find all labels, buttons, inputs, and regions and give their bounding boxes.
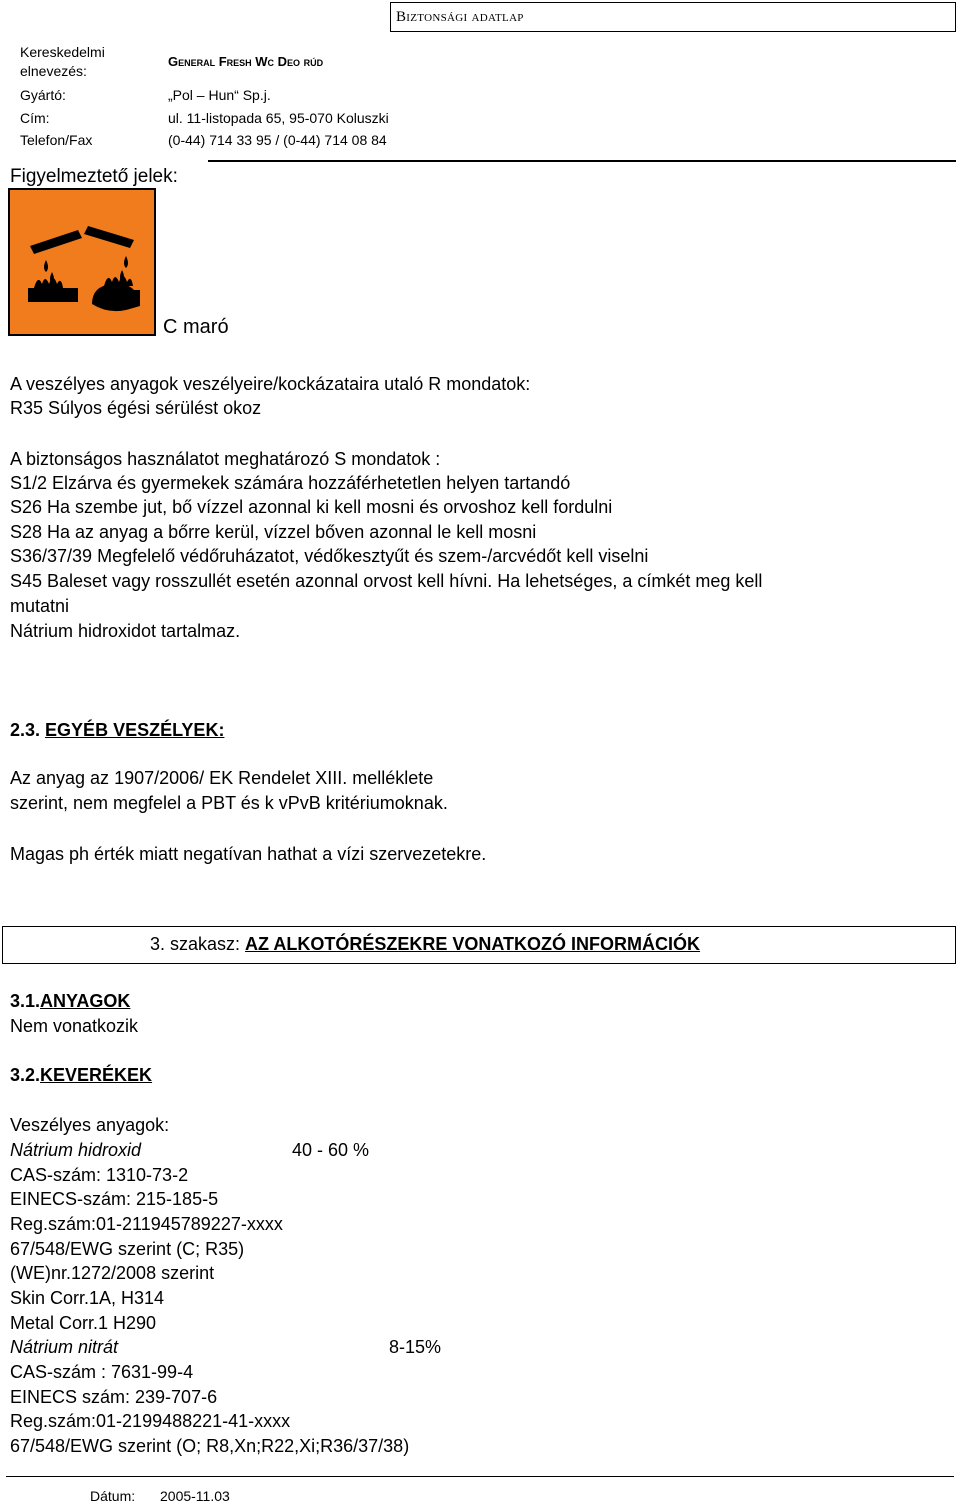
- s-phrase-item: S26 Ha szembe jut, bő vízzel azonnal ki kell mosni és orvoshoz kell fordulni: [10, 497, 613, 517]
- s-phrase-item: S45 Baleset vagy rosszullét esetén azonnal orvost kell hívni. Ha lehetséges, a címkét meg kell: [10, 571, 763, 591]
- substance-detail: CAS-szám : 7631-99-4: [10, 1362, 194, 1382]
- substance-name: Nátrium hidroxid: [10, 1140, 142, 1160]
- footer-rule: [6, 1476, 954, 1477]
- substance-detail: EINECS-szám: 215-185-5: [10, 1189, 219, 1209]
- s-phrase-item: mutatni: [10, 596, 70, 616]
- warnings-heading: Figyelmeztető jelek:: [10, 166, 178, 187]
- r-phrases-heading: A veszélyes anyagok veszélyeire/kockázataira utaló R mondatok:: [10, 374, 531, 394]
- phone-label: Telefon/Fax: [20, 132, 93, 148]
- section-3-1-number: 3.1.: [10, 991, 41, 1011]
- section-3-2-heading: [10, 1065, 152, 1086]
- s-phrase-item: S1/2 Elzárva és gyermekek számára hozzáférhetetlen helyen tartandó: [10, 473, 571, 493]
- substance-detail: Metal Corr.1 H290: [10, 1313, 157, 1333]
- substance-detail: 67/548/EWG szerint (O; R8,Xn;R22,Xi;R36/37/38): [10, 1436, 410, 1456]
- substance-detail: Reg.szám:01-2199488221-41-xxxx: [10, 1411, 291, 1431]
- section-3-1-text: Nem vonatkozik: [10, 1016, 139, 1036]
- trade-name-label-line2: elnevezés:: [20, 63, 87, 79]
- symbol-caption: C maró: [163, 316, 229, 338]
- section-2-3-heading: [10, 720, 224, 741]
- section-3-2-title: KEVERÉKEK: [40, 1065, 153, 1085]
- section-3-2-number: 3.2.: [10, 1065, 41, 1085]
- substance-detail: EINECS szám: 239-707-6: [10, 1387, 218, 1407]
- s-phrases-heading: A biztonságos használatot meghatározó S mondatok :: [10, 449, 441, 469]
- hazardous-label: Veszélyes anyagok:: [10, 1115, 170, 1135]
- section-3-1-heading: [10, 991, 130, 1012]
- substance-detail: 67/548/EWG szerint (C; R35): [10, 1239, 245, 1259]
- section-3-heading: [150, 934, 700, 955]
- substance-detail: Skin Corr.1A, H314: [10, 1288, 165, 1308]
- section-2-3-title: EGYÉB VESZÉLYEK:: [45, 720, 225, 740]
- document-title: Biztonsági adatlap: [396, 9, 524, 25]
- header-rule: [208, 160, 956, 162]
- substance-concentration: 8-15%: [389, 1337, 442, 1357]
- product-name: General Fresh Wc Deo rúd: [168, 54, 324, 69]
- s-phrase-item: S36/37/39 Megfelelő védőruházatot, védőkesztyűt és szem-/arcvédőt kell viselni: [10, 546, 649, 566]
- r-phrase-item: R35 Súlyos égési sérülést okoz: [10, 398, 262, 418]
- s-phrases-note: Nátrium hidroxidot tartalmaz.: [10, 621, 241, 641]
- footer-date-label: Dátum:: [90, 1488, 136, 1504]
- phone-value: (0-44) 714 33 95 / (0-44) 714 08 84: [168, 132, 387, 148]
- manufacturer-value: „Pol – Hun“ Sp.j.: [168, 87, 271, 103]
- section-2-3-line: szerint, nem megfelel a PBT és k vPvB kritériumoknak.: [10, 793, 448, 813]
- substance-detail: Reg.szám:01-211945789227-xxxx: [10, 1214, 283, 1234]
- address-value: ul. 11-listopada 65, 95-070 Koluszki: [168, 110, 389, 126]
- substance-detail: CAS-szám: 1310-73-2: [10, 1165, 189, 1185]
- substance-detail: (WE)nr.1272/2008 szerint: [10, 1263, 215, 1283]
- section-2-3-number: 2.3.: [10, 720, 41, 740]
- s-phrase-item: S28 Ha az anyag a bőrre kerül, vízzel bőven azonnal le kell mosni: [10, 522, 537, 542]
- section-3-prefix: 3. szakasz:: [150, 934, 246, 954]
- trade-name-label-line1: Kereskedelmi: [20, 44, 105, 60]
- address-label: Cím:: [20, 110, 50, 126]
- manufacturer-label: Gyártó:: [20, 87, 66, 103]
- substance-concentration: 40 - 60 %: [292, 1140, 370, 1160]
- corrosive-hazard-icon: [8, 188, 156, 336]
- footer-date: 2005-11.03: [160, 1488, 230, 1504]
- section-2-3-line: Az anyag az 1907/2006/ EK Rendelet XIII. melléklete: [10, 768, 434, 788]
- section-2-3-line: Magas ph érték miatt negatívan hathat a vízi szervezetekre.: [10, 844, 487, 864]
- section-3-title: AZ ALKOTÓRÉSZEKRE VONATKOZÓ INFORMÁCIÓK: [245, 934, 701, 954]
- substance-name: Nátrium nitrát: [10, 1337, 119, 1357]
- section-3-1-title: ANYAGOK: [40, 991, 131, 1011]
